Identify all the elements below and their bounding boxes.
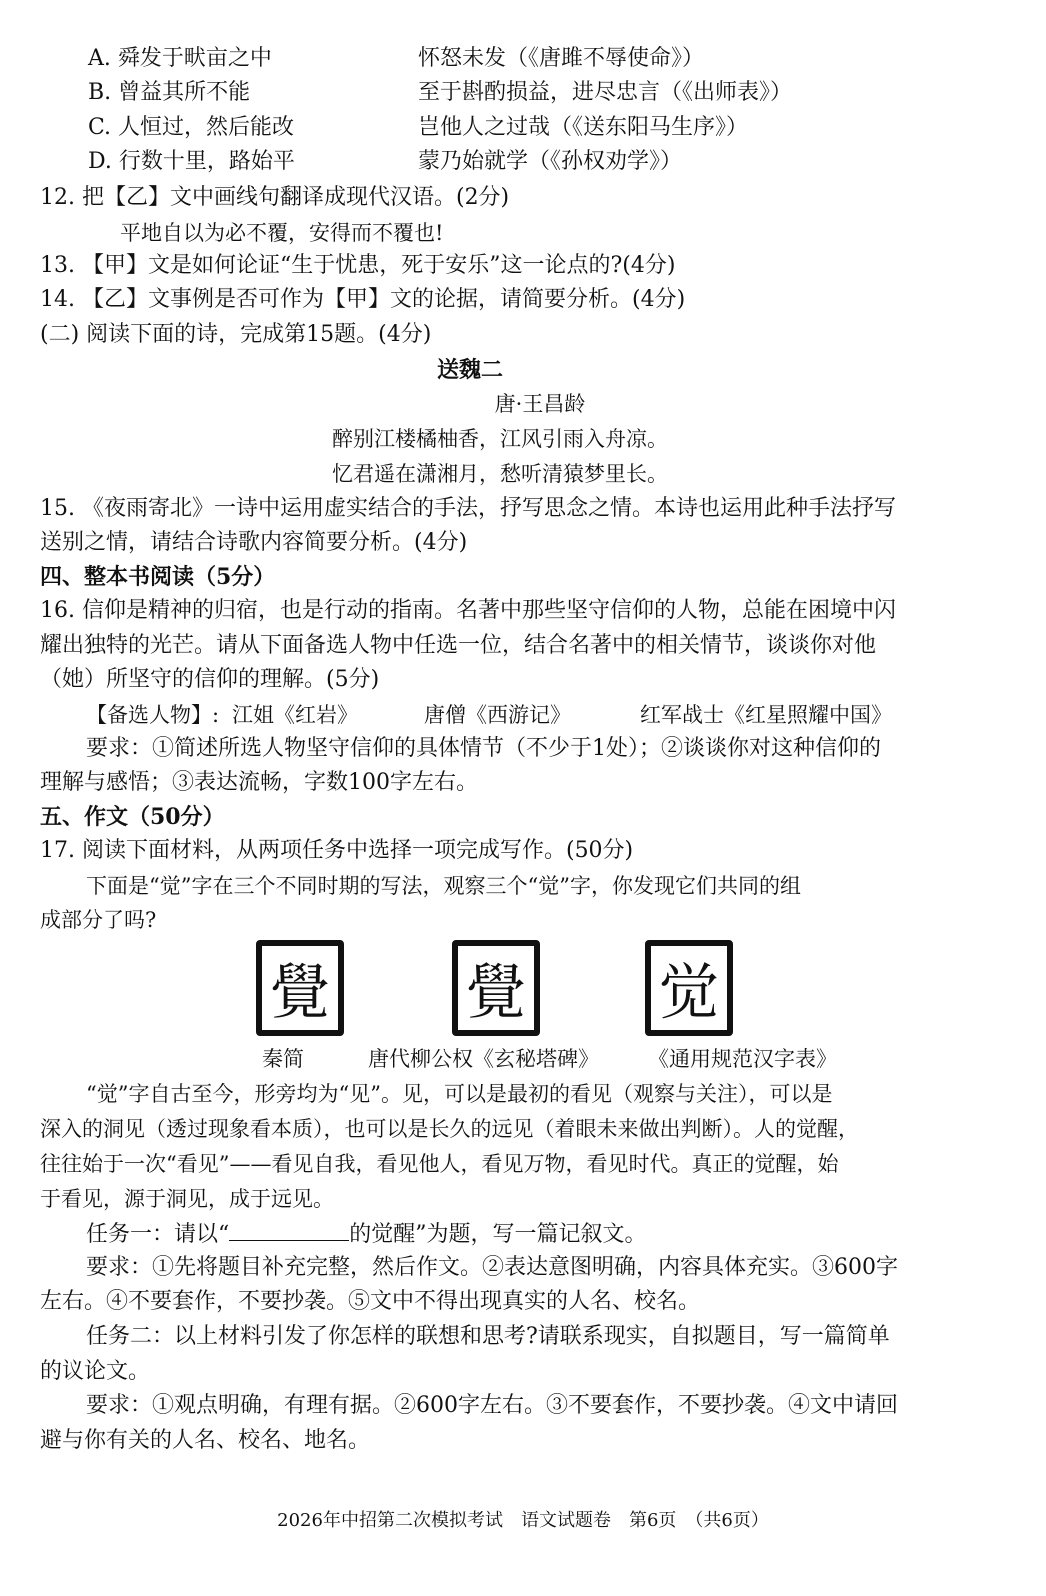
material-line-2: 成部分了吗? <box>40 908 157 932</box>
option-c-left: C. 人恒过，然后能改 <box>88 115 295 140</box>
question-16-line-3: （她）所坚守的信仰的理解。(5分) <box>40 667 380 692</box>
caption-standard: 《通用规范汉字表》 <box>648 1047 837 1071</box>
task-1-suffix: 的觉醒”为题，写一篇记叙文。 <box>349 1222 647 1247</box>
option-d-right: 蒙乃始就学（《孙权劝学》） <box>418 149 683 174</box>
question-14: 14. 【乙】文事例是否可作为【甲】文的论据，请简要分析。(4分) <box>40 287 686 312</box>
section-4-heading: 四、整本书阅读（5分） <box>40 564 276 590</box>
task-1-prefix: 任务一：请以“ <box>86 1222 230 1247</box>
task-2-requirement-1: 要求：①观点明确，有理有据。②600字左右。③不要套作，不要抄袭。④文中请回 <box>86 1393 898 1418</box>
section-5-heading: 五、作文（50分） <box>40 804 225 830</box>
task-1-requirement-1: 要求：①先将题目补充完整，然后作文。②表达意图明确，内容具体充实。③600字 <box>86 1255 898 1280</box>
option-b-right: 至于斟酌损益，进尽忠言（《出师表》） <box>418 80 793 105</box>
poem-title: 送魏二 <box>436 357 503 383</box>
question-12: 12. 把【乙】文中画线句翻译成现代汉语。(2分) <box>40 185 510 210</box>
material-text-1: “觉”字自古至今，形旁均为“见”。见，可以是最初的看见（观察与关注），可以是 <box>86 1082 833 1106</box>
option-a-right: 怀怒未发（《唐雎不辱使命》） <box>418 46 705 71</box>
task-1-requirement-2: 左右。④不要套作，不要抄袭。⑤文中不得出现真实的人名、校名。 <box>40 1289 701 1314</box>
option-c-right: 岂他人之过哉（《送东阳马生序》） <box>418 115 749 140</box>
question-16-line-1: 16. 信仰是精神的归宿，也是行动的指南。名著中那些坚守信仰的人物，总能在困境中闪 <box>40 598 896 623</box>
option-d-left: D. 行数十里，路始平 <box>88 149 295 174</box>
material-line-1: 下面是“觉”字在三个不同时期的写法，观察三个“觉”字，你发现它们共同的组 <box>86 874 801 898</box>
poem-line-2: 忆君遥在潇湘月，愁听清猿梦里长。 <box>332 462 668 486</box>
title-blank <box>229 1218 349 1241</box>
character-forms <box>0 940 1046 1040</box>
question-16-requirement-2: 理解与感悟；③表达流畅，字数100字左右。 <box>40 770 478 795</box>
task-2-line-2: 的议论文。 <box>40 1359 151 1384</box>
char-box-standard: 觉 <box>645 940 733 1036</box>
question-13: 13. 【甲】文是如何论证“生于忧患，死于安乐”这一论点的?(4分) <box>40 253 676 278</box>
material-text-3: 往往始于一次“看见”——看见自我，看见他人，看见万物，看见时代。真正的觉醒，始 <box>40 1152 839 1176</box>
option-b-left: B. 曾益其所不能 <box>88 80 251 105</box>
material-text-2: 深入的洞见（透过现象看本质），也可以是长久的远见（着眼未来做出判断）。人的觉醒， <box>40 1117 859 1141</box>
question-15-line-2: 送别之情，请结合诗歌内容简要分析。(4分) <box>40 530 468 555</box>
char-box-qin: 覺 <box>256 940 344 1036</box>
question-15-line-1: 15. 《夜雨寄北》一诗中运用虚实结合的手法，抒写思念之情。本诗也运用此种手法抒写 <box>40 496 896 521</box>
candidate-3: 红军战士《红星照耀中国》 <box>640 703 892 727</box>
question-12-sentence: 平地自以为必不覆，安得而不覆也! <box>120 221 444 245</box>
caption-tang: 唐代柳公权《玄秘塔碑》 <box>368 1047 599 1071</box>
caption-qin: 秦简 <box>262 1047 304 1071</box>
candidates-label: 【备选人物】: <box>86 703 220 727</box>
poem-author: 唐·王昌龄 <box>494 392 586 416</box>
question-16-line-2: 耀出独特的光芒。请从下面备选人物中任选一位，结合名著中的相关情节，谈谈你对他 <box>40 633 877 658</box>
candidate-1: 江姐《红岩》 <box>232 703 358 727</box>
task-2-line-1: 任务二：以上材料引发了你怎样的联想和思考?请联系现实，自拟题目，写一篇简单 <box>86 1324 890 1349</box>
task-1 <box>86 1218 647 1250</box>
material-text-4: 于看见，源于洞见，成于远见。 <box>40 1187 334 1211</box>
part-2-intro: (二) 阅读下面的诗，完成第15题。(4分) <box>40 322 432 347</box>
question-17: 17. 阅读下面材料，从两项任务中选择一项完成写作。(50分) <box>40 838 634 863</box>
option-a-left: A. 舜发于畎亩之中 <box>88 46 272 71</box>
page-footer: 2026年中招第二次模拟考试 语文试题卷 第6页 （共6页） <box>277 1510 769 1531</box>
question-16-requirement-1: 要求：①简述所选人物坚守信仰的具体情节（不少于1处）；②谈谈你对这种信仰的 <box>86 736 881 761</box>
task-2-requirement-2: 避与你有关的人名、校名、地名。 <box>40 1428 371 1453</box>
poem-line-1: 醉别江楼橘柚香，江风引雨入舟凉。 <box>332 427 668 451</box>
candidate-2: 唐僧《西游记》 <box>424 703 571 727</box>
char-box-tang: 覺 <box>452 940 540 1036</box>
